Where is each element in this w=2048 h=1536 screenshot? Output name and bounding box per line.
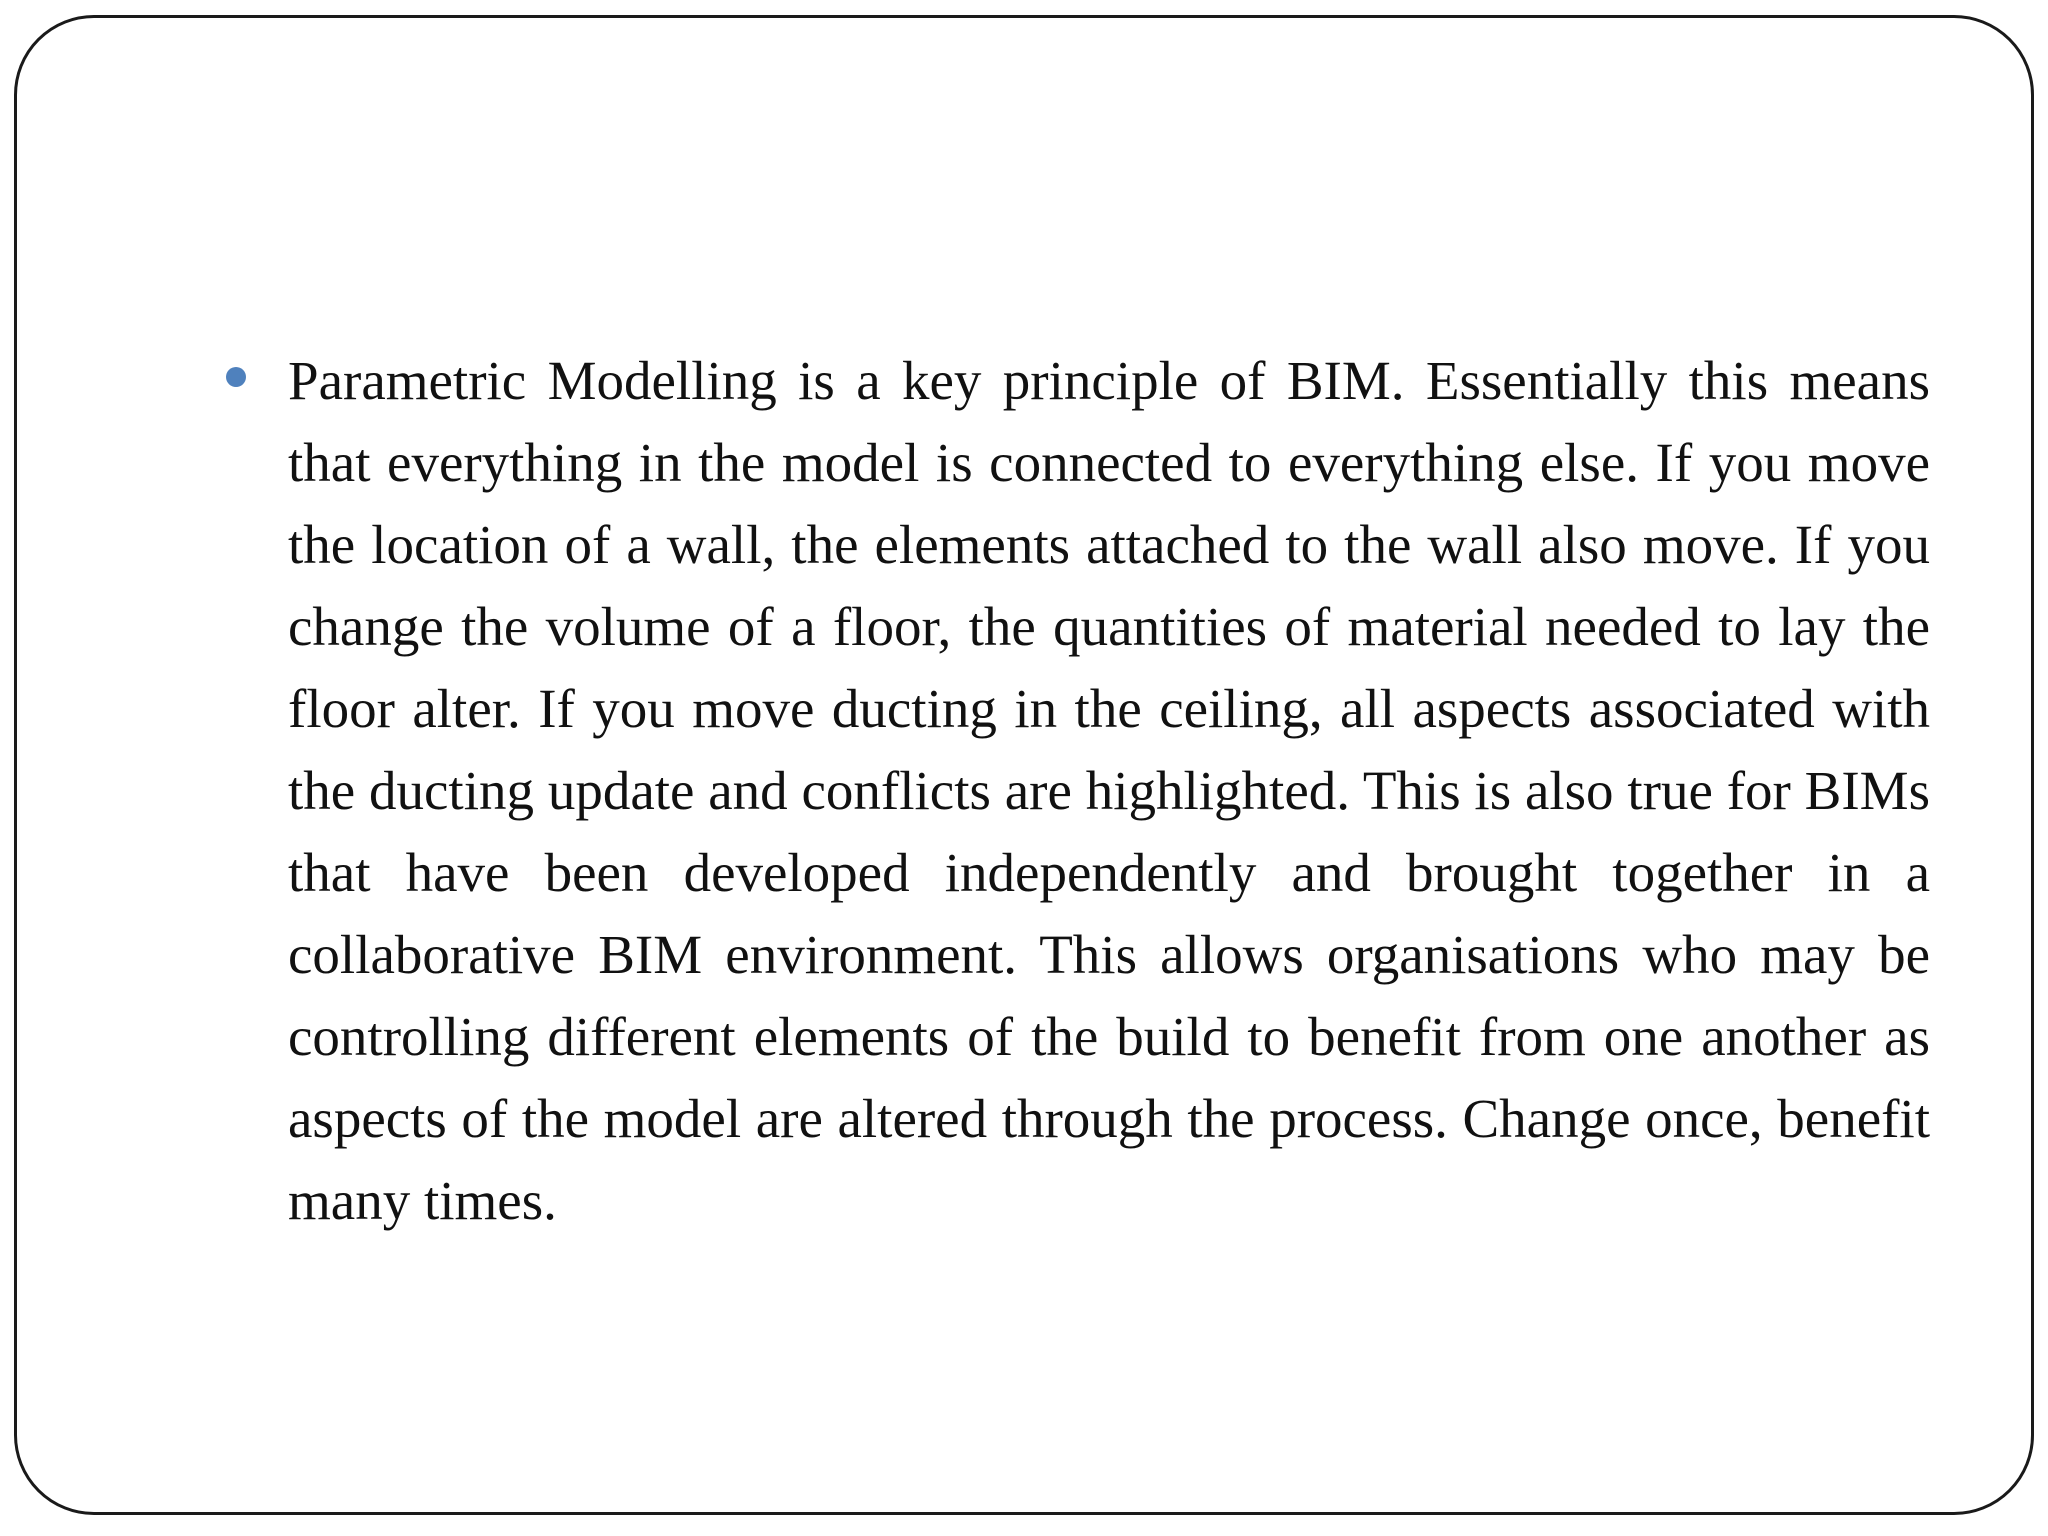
bullet-item xyxy=(226,340,1930,1242)
bullet-text: Parametric Modelling is a key principle of BIM. Essentially this means that everything in the model is connected to everything else. If you move the location of a wall, the elements attached to the wall also move. If you change the volume of a floor, the quantities of material needed to lay the floor alter. If you move ducting in the ceiling, all aspects associated with the ducting update and conflicts are highlighted. This is also true for BIMs that have been developed independently and brought together in a collaborative BIM environment. This allows organisations who may be controlling different elements of the build to benefit from one another as aspects of the model are altered through the process. Change once, benefit many times. xyxy=(288,350,1930,1231)
bullet-dot-icon xyxy=(226,367,246,387)
